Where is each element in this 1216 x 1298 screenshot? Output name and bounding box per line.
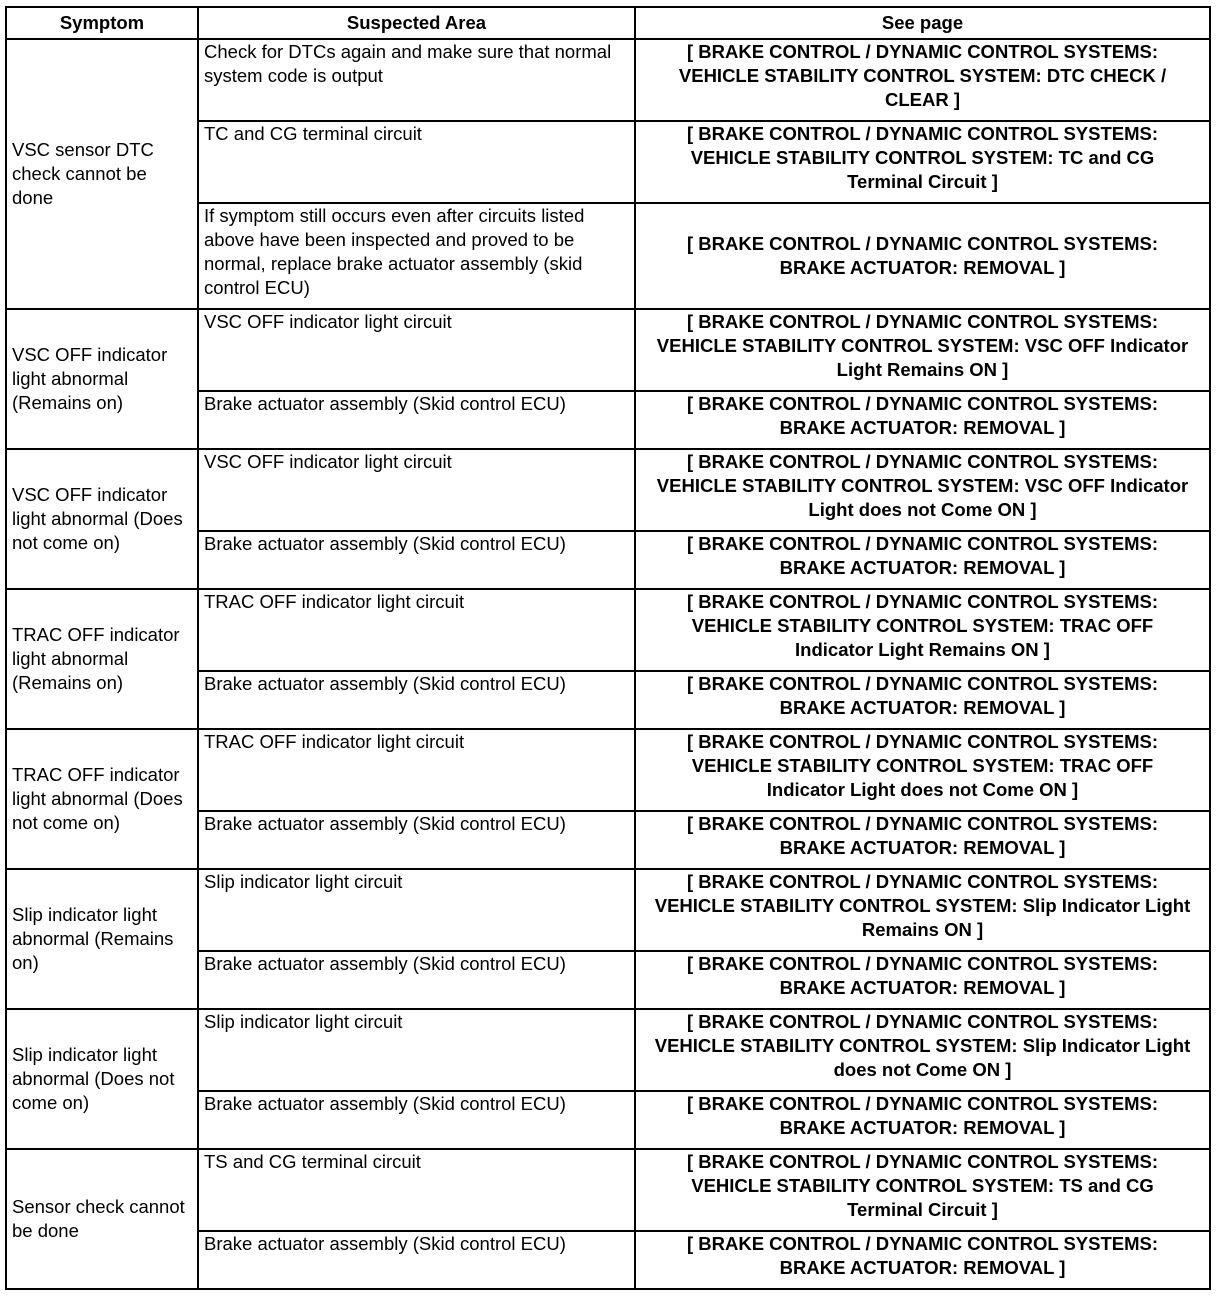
suspected-area-cell: VSC OFF indicator light circuit <box>198 449 635 531</box>
see-page-cell: [ BRAKE CONTROL / DYNAMIC CONTROL SYSTEMS: BRAKE ACTUATOR: REMOVAL ] <box>635 1231 1210 1289</box>
header-see-page: See page <box>635 7 1210 39</box>
suspected-area-cell: If symptom still occurs even after circuits listed above have been inspected and proved to be normal, replace brake actuator assembly (skid control ECU) <box>198 203 635 309</box>
see-page-cell: [ BRAKE CONTROL / DYNAMIC CONTROL SYSTEMS: BRAKE ACTUATOR: REMOVAL ] <box>635 391 1210 449</box>
suspected-area-cell: Brake actuator assembly (Skid control ECU) <box>198 811 635 869</box>
table-row <box>6 309 1210 391</box>
see-page-cell: [ BRAKE CONTROL / DYNAMIC CONTROL SYSTEMS: BRAKE ACTUATOR: REMOVAL ] <box>635 671 1210 729</box>
suspected-area-cell: Brake actuator assembly (Skid control ECU) <box>198 531 635 589</box>
see-page-cell: [ BRAKE CONTROL / DYNAMIC CONTROL SYSTEMS: VEHICLE STABILITY CONTROL SYSTEM: VSC OFF Indicator Light Remains ON ] <box>635 309 1210 391</box>
suspected-area-cell: Slip indicator light circuit <box>198 1009 635 1091</box>
suspected-area-cell: Brake actuator assembly (Skid control ECU) <box>198 671 635 729</box>
problem-symptoms-table <box>5 6 1211 1290</box>
symptom-cell: TRAC OFF indicator light abnormal (Remains on) <box>6 589 198 729</box>
symptom-cell: Slip indicator light abnormal (Does not come on) <box>6 1009 198 1149</box>
see-page-cell: [ BRAKE CONTROL / DYNAMIC CONTROL SYSTEMS: BRAKE ACTUATOR: REMOVAL ] <box>635 531 1210 589</box>
see-page-cell: [ BRAKE CONTROL / DYNAMIC CONTROL SYSTEMS: VEHICLE STABILITY CONTROL SYSTEM: TRAC OFF Indicator Light does not Come ON ] <box>635 729 1210 811</box>
symptom-cell: Sensor check cannot be done <box>6 1149 198 1289</box>
symptom-cell: TRAC OFF indicator light abnormal (Does not come on) <box>6 729 198 869</box>
suspected-area-cell: TC and CG terminal circuit <box>198 121 635 203</box>
see-page-cell: [ BRAKE CONTROL / DYNAMIC CONTROL SYSTEMS: VEHICLE STABILITY CONTROL SYSTEM: VSC OFF Indicator Light does not Come ON ] <box>635 449 1210 531</box>
see-page-cell: [ BRAKE CONTROL / DYNAMIC CONTROL SYSTEMS: VEHICLE STABILITY CONTROL SYSTEM: DTC CHECK / CLEAR ] <box>635 39 1210 121</box>
suspected-area-cell: Check for DTCs again and make sure that normal system code is output <box>198 39 635 121</box>
suspected-area-cell: Brake actuator assembly (Skid control ECU) <box>198 391 635 449</box>
see-page-cell: [ BRAKE CONTROL / DYNAMIC CONTROL SYSTEMS: VEHICLE STABILITY CONTROL SYSTEM: TS and CG Terminal Circuit ] <box>635 1149 1210 1231</box>
table-row <box>6 589 1210 671</box>
see-page-cell: [ BRAKE CONTROL / DYNAMIC CONTROL SYSTEMS: BRAKE ACTUATOR: REMOVAL ] <box>635 811 1210 869</box>
suspected-area-cell: TRAC OFF indicator light circuit <box>198 729 635 811</box>
see-page-cell: [ BRAKE CONTROL / DYNAMIC CONTROL SYSTEMS: BRAKE ACTUATOR: REMOVAL ] <box>635 951 1210 1009</box>
table-row <box>6 869 1210 951</box>
symptom-cell: VSC sensor DTC check cannot be done <box>6 39 198 309</box>
suspected-area-cell: VSC OFF indicator light circuit <box>198 309 635 391</box>
suspected-area-cell: Brake actuator assembly (Skid control ECU) <box>198 951 635 1009</box>
suspected-area-cell: TRAC OFF indicator light circuit <box>198 589 635 671</box>
header-row <box>6 7 1210 39</box>
see-page-cell: [ BRAKE CONTROL / DYNAMIC CONTROL SYSTEMS: VEHICLE STABILITY CONTROL SYSTEM: Slip Indicator Light Remains ON ] <box>635 869 1210 951</box>
suspected-area-cell: Brake actuator assembly (Skid control ECU) <box>198 1231 635 1289</box>
table-row <box>6 729 1210 811</box>
see-page-cell: [ BRAKE CONTROL / DYNAMIC CONTROL SYSTEMS: VEHICLE STABILITY CONTROL SYSTEM: TC and CG Terminal Circuit ] <box>635 121 1210 203</box>
symptom-cell: VSC OFF indicator light abnormal (Does not come on) <box>6 449 198 589</box>
see-page-cell: [ BRAKE CONTROL / DYNAMIC CONTROL SYSTEMS: BRAKE ACTUATOR: REMOVAL ] <box>635 203 1210 309</box>
see-page-cell: [ BRAKE CONTROL / DYNAMIC CONTROL SYSTEMS: VEHICLE STABILITY CONTROL SYSTEM: TRAC OFF Indicator Light Remains ON ] <box>635 589 1210 671</box>
symptom-cell: Slip indicator light abnormal (Remains on) <box>6 869 198 1009</box>
table-row <box>6 39 1210 121</box>
see-page-cell: [ BRAKE CONTROL / DYNAMIC CONTROL SYSTEMS: BRAKE ACTUATOR: REMOVAL ] <box>635 1091 1210 1149</box>
suspected-area-cell: Slip indicator light circuit <box>198 869 635 951</box>
suspected-area-cell: TS and CG terminal circuit <box>198 1149 635 1231</box>
table-row <box>6 1149 1210 1231</box>
table-row <box>6 449 1210 531</box>
table-row <box>6 1009 1210 1091</box>
see-page-cell: [ BRAKE CONTROL / DYNAMIC CONTROL SYSTEMS: VEHICLE STABILITY CONTROL SYSTEM: Slip Indicator Light does not Come ON ] <box>635 1009 1210 1091</box>
header-symptom: Symptom <box>6 7 198 39</box>
suspected-area-cell: Brake actuator assembly (Skid control ECU) <box>198 1091 635 1149</box>
symptom-cell: VSC OFF indicator light abnormal (Remains on) <box>6 309 198 449</box>
header-suspected-area: Suspected Area <box>198 7 635 39</box>
